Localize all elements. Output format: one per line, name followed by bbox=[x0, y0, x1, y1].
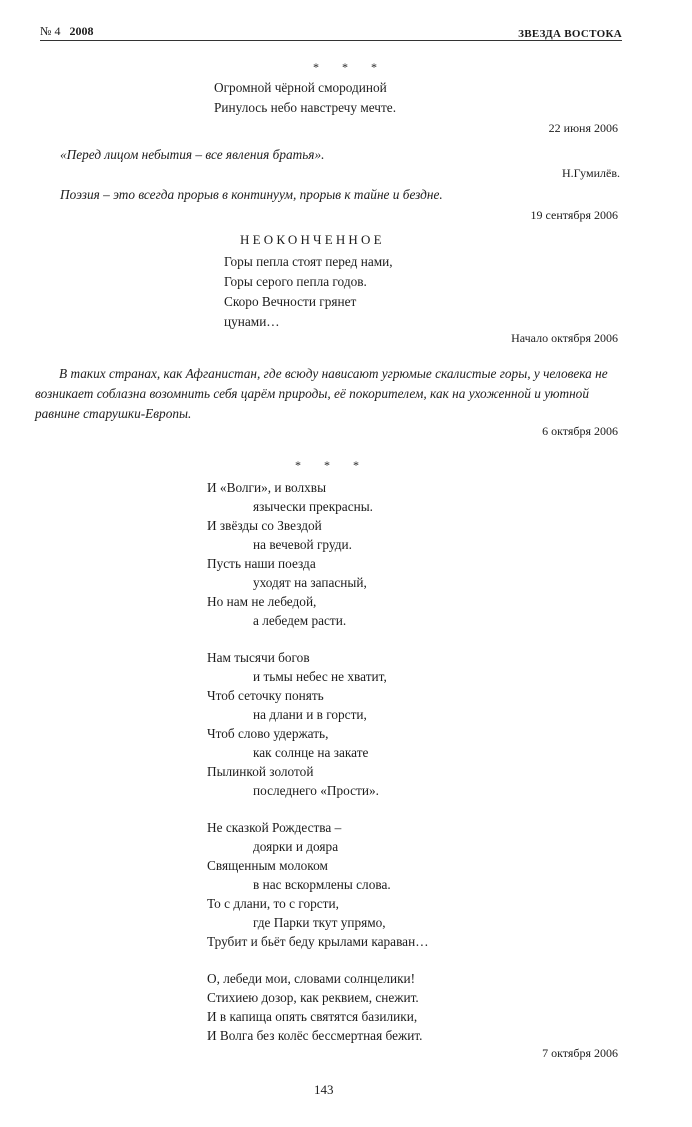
verse-line: уходят на запасный, bbox=[253, 575, 367, 590]
verse-line: О, лебеди мои, словами солнцелики! bbox=[207, 971, 416, 986]
poem-body bbox=[207, 478, 429, 1045]
prose-date: 6 октября 2006 bbox=[542, 424, 618, 438]
verse-line: Ринулось небо навстречу мечте. bbox=[214, 100, 397, 115]
verse-line: Трубит и бьёт беду крылами караван… bbox=[207, 934, 429, 949]
verse-line: Скоро Вечности грянет bbox=[224, 294, 357, 309]
poem-date: Начало октября 2006 bbox=[511, 331, 618, 345]
issue-year: 2008 bbox=[69, 24, 94, 38]
verse-line: Горы серого пепла годов. bbox=[224, 274, 367, 289]
verse-block bbox=[214, 78, 396, 118]
verse-line: То с длани, то с горсти, bbox=[207, 896, 339, 911]
aphorism-text: Поэзия – это всегда прорыв в континуум, прорыв к тайне и бездне. bbox=[60, 187, 443, 202]
verse-line: на вечевой груди. bbox=[253, 537, 352, 552]
verse-line: Чтоб слово удержать, bbox=[207, 726, 329, 741]
section-separator-stars: * * * bbox=[295, 458, 369, 472]
poem-date: 7 октября 2006 bbox=[542, 1046, 618, 1060]
issue-number: № 4 bbox=[40, 24, 61, 38]
verse-line: и тьмы небес не хватит, bbox=[253, 669, 387, 684]
verse-line: в нас вскормлены слова. bbox=[253, 877, 391, 892]
verse-line: И «Волги», и волхвы bbox=[207, 480, 327, 495]
prose-paragraph: В таких странах, как Афганистан, где всюду нависают угрюмые скалистые горы, у человека не возникает соблазна возомнить себя царём природы, её покорителем, как на ухоженной и уютной равнине старушки-Европы. bbox=[35, 366, 608, 421]
verse-line: Священным молоком bbox=[207, 858, 328, 873]
verse-line: Стихиею дозор, как реквием, снежит. bbox=[207, 990, 419, 1005]
verse-line: Нам тысячи богов bbox=[207, 650, 310, 665]
verse-line: язычески прекрасны. bbox=[253, 499, 373, 514]
verse-line: Не сказкой Рождества – bbox=[207, 820, 342, 835]
magazine-title: ЗВЕЗДА ВОСТОКА bbox=[518, 28, 622, 40]
issue-info bbox=[40, 24, 93, 39]
verse-line: И звёзды со Звездой bbox=[207, 518, 322, 533]
verse-line: И Волга без колёс бессмертная бежит. bbox=[207, 1028, 423, 1043]
verse-line: И в капища опять святятся базилики, bbox=[207, 1009, 418, 1024]
quote-author: Н.Гумилёв. bbox=[562, 166, 620, 180]
stanza-gap bbox=[207, 630, 429, 648]
epigraph-quote: «Перед лицом небытия – все явления братья». bbox=[60, 147, 325, 162]
verse-line: как солнце на закате bbox=[253, 745, 369, 760]
aphorism-date: 19 сентября 2006 bbox=[530, 208, 618, 222]
verse-line: Пылинкой золотой bbox=[207, 764, 314, 779]
section-separator-stars: * * * bbox=[313, 60, 387, 74]
verse-line: доярки и дояра bbox=[253, 839, 339, 854]
verse-line: цунами… bbox=[224, 314, 280, 329]
running-header bbox=[40, 22, 622, 41]
verse-line: Чтоб сеточку понять bbox=[207, 688, 324, 703]
verse-line: где Парки ткут упрямо, bbox=[253, 915, 386, 930]
verse-line: Огромной чёрной смородиной bbox=[214, 80, 387, 95]
verse-line: Но нам не лебедой, bbox=[207, 594, 317, 609]
poem-title: НЕОКОНЧЕННОЕ bbox=[240, 232, 385, 247]
stanza-gap bbox=[207, 951, 429, 969]
verse-line: последнего «Прости». bbox=[253, 783, 379, 798]
verse-line: Горы пепла стоят перед нами, bbox=[224, 254, 393, 269]
verse-line: на длани и в горсти, bbox=[253, 707, 367, 722]
verse-date: 22 июня 2006 bbox=[548, 121, 618, 135]
stanza-gap bbox=[207, 800, 429, 818]
verse-line: а лебедем расти. bbox=[253, 613, 347, 628]
verse-line: Пусть наши поезда bbox=[207, 556, 316, 571]
page-number: 143 bbox=[314, 1082, 334, 1097]
verse-block bbox=[224, 252, 393, 332]
